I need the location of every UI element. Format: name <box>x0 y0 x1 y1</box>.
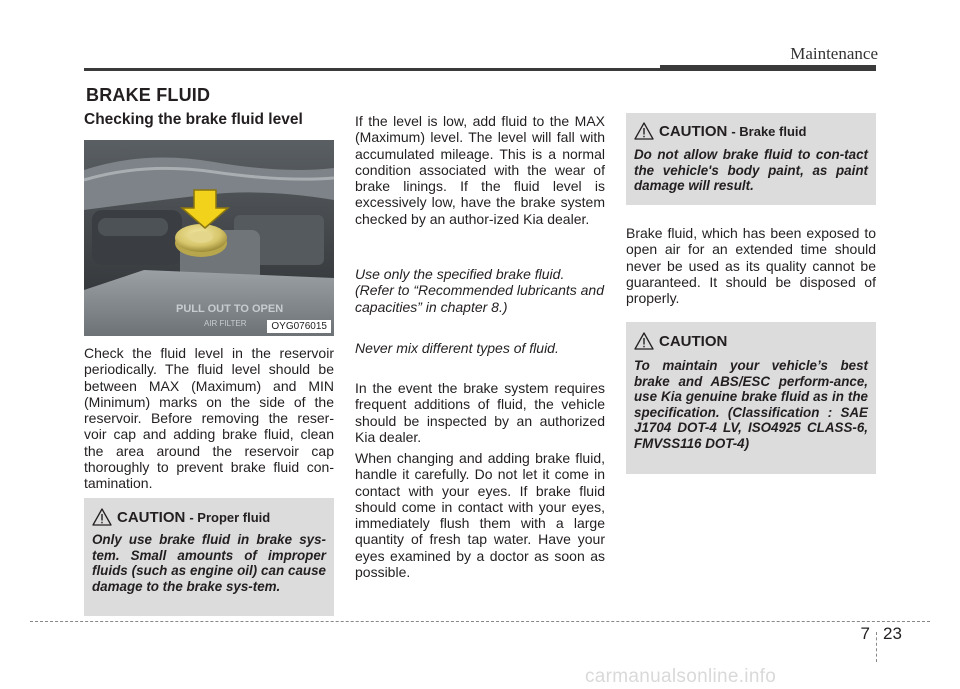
caution-brake-title-row <box>634 122 806 140</box>
caution-proper-body: Only use brake fluid in brake sys-tem. Small amounts of improper fluids (such as engine oil) can cause damage to the brake sys-tem. <box>92 532 326 594</box>
caution-brake-subtitle: - Brake fluid <box>731 123 807 139</box>
chapter-number: 7 <box>860 624 870 643</box>
left-paragraph: Check the fluid level in the reservoir periodically. The fluid level should be between MAX (Maximum) and MIN (Minimum) marks on the side of the reservoir. Before removing the reser-voir cap and adding brake fluid, clean the area around the reservoir cap thoroughly to prevent brake fluid con-tamination. <box>84 345 334 492</box>
section-title: BRAKE FLUID <box>86 85 211 105</box>
caution-proper-label: CAUTION <box>117 508 186 526</box>
engine-bay-illustration <box>84 140 334 336</box>
caution-brake-body: Do not allow brake fluid to con-tact the vehicle's body paint, as paint damage will result. <box>634 147 868 193</box>
footer-divider <box>876 632 877 662</box>
caution-general-body: To maintain your vehicle’s best brake and ABS/ESC perform-ance, use Kia genuine brake fluid as in the specification. (Classification : SAE J1704 DOT-4 LV, ISO4925 CLASS-6, FMVSS116 DOT-4) <box>634 358 868 451</box>
caution-general <box>626 322 876 474</box>
panel-text-1: PULL OUT TO OPEN <box>176 303 284 315</box>
middle-paragraph-4: In the event the brake system requires frequent additions of fluid, the vehicle should be inspected by an authorized Kia dealer. <box>355 380 605 445</box>
middle-paragraph-5: When changing and adding brake fluid, handle it carefully. Do not let it come in contact with your eyes. If brake fluid should come in contact with your eyes, immediately flush them with a large quantity of fresh tap water. Have your eyes examined by a doctor as soon as possible. <box>355 450 605 581</box>
caution-general-label: CAUTION <box>659 332 728 350</box>
middle-paragraph-1: If the level is low, add fluid to the MAX (Maximum) level. The level will fall with accumulated mileage. This is a normal condition associated with the wear of brake linings. If the fluid level is excessively low, have the brake system checked by an author-ized Kia dealer. <box>355 113 605 227</box>
caution-general-title-row <box>634 332 727 350</box>
right-paragraph: Brake fluid, which has been exposed to open air for an extended time should never be used as its quality cannot be guaranteed. It should be disposed of properly. <box>626 225 876 307</box>
middle-paragraph-2: Use only the specified brake fluid. (Refer to “Recommended lubricants and capacities” in chapter 8.) <box>355 266 605 315</box>
header-rule-accent <box>660 65 876 70</box>
photo-caption: OYG076015 <box>267 320 331 333</box>
caution-brake-fluid <box>626 113 876 205</box>
watermark: carmanualsonline.info <box>585 666 777 687</box>
page-number: 23 <box>883 624 902 643</box>
running-header: Maintenance <box>790 44 878 63</box>
subheading: Checking the brake fluid level <box>84 111 303 128</box>
caution-proper-title-row <box>92 508 270 526</box>
engine-bay-photo <box>84 140 334 336</box>
warning-triangle-icon <box>634 332 654 350</box>
middle-paragraph-3: Never mix different types of fluid. <box>355 340 559 356</box>
caution-proper-fluid <box>84 498 334 616</box>
warning-triangle-icon <box>92 508 112 526</box>
caution-brake-label: CAUTION <box>659 122 728 140</box>
caution-proper-subtitle: - Proper fluid <box>189 509 271 525</box>
panel-text-2: AIR FILTER <box>204 319 247 328</box>
footer-rule <box>30 621 930 622</box>
warning-triangle-icon <box>634 122 654 140</box>
